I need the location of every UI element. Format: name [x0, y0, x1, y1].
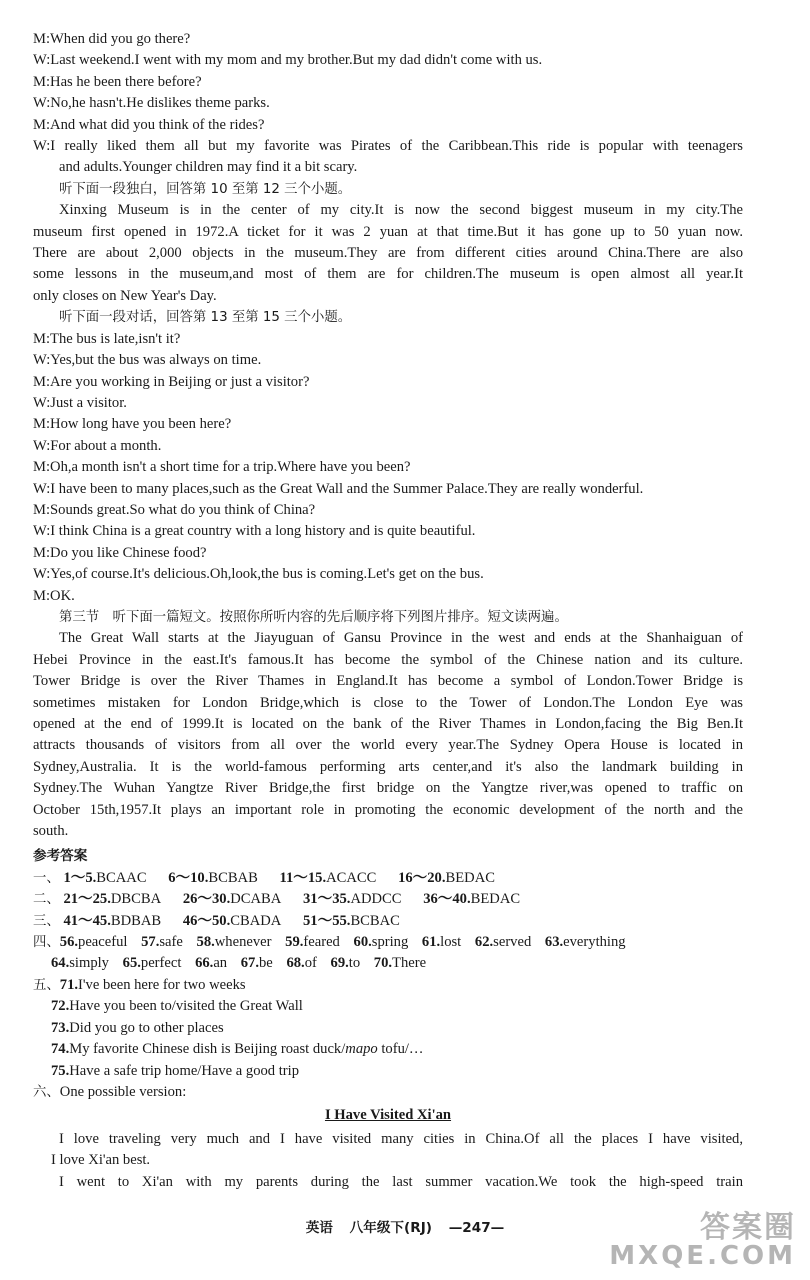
dialog-line: W:I really liked them all but my favorite was Pirates of the Caribbean.This ride is popular with teenagers: [33, 138, 743, 155]
dialog-line: W:Last weekend.I went with my mom and my brother.But my dad didn't come with us.: [33, 52, 543, 69]
answer-row-part5: [33, 975, 743, 996]
answer-num: 72.: [51, 998, 70, 1015]
answer-group: [183, 911, 282, 932]
answer-value: BEDAC: [445, 869, 495, 886]
answer-value: CBADA: [230, 912, 282, 929]
dialog-line: W:Just a visitor.: [33, 394, 127, 411]
monologue-line: only closes on New Year's Day.: [33, 287, 217, 304]
dialog-line: M:Oh,a month isn't a short time for a trip.Where have you been?: [33, 459, 411, 476]
watermark-top: 答案圈: [700, 1210, 796, 1245]
part6-label: One possible version:: [59, 1083, 187, 1100]
answer-value: I've been here for two weeks: [78, 976, 246, 993]
dialog-line: M:Sounds great.So what do you think of China?: [33, 501, 316, 518]
page-content: [33, 29, 743, 1193]
passage-line: Sydney,Australia. It is the world-famous performing arts center,and it's also the landmark building in: [33, 758, 743, 775]
monologue-instruction: 听下面一段独白，回答第 10 至第 12 三个小题。: [59, 181, 352, 197]
footer-subject: 英语: [305, 1220, 333, 1236]
answer-num: 51～55.: [303, 912, 351, 929]
answer-num: 71.: [59, 976, 79, 993]
passage-line: sometimes mistaken for London Bridge,which is close to the Tower of London.The London Eye was: [33, 694, 743, 711]
answer-num: 21～25.: [63, 891, 111, 908]
answer-row-part4-cont: [33, 953, 743, 974]
answer-row-part3: [33, 911, 743, 932]
dialog-line: M:The bus is late,isn't it?: [33, 330, 181, 347]
passage-line: Tower Bridge is over the River Thames in England.It has become a symbol of London.Tower Bridge is: [33, 673, 743, 690]
answer-num: 46～50.: [182, 912, 231, 929]
answer-row-part5: [33, 1039, 743, 1060]
answer-value: My favorite Chinese dish is Beijing roast duck/: [69, 1041, 346, 1058]
essay-line: I love Xi'an best.: [51, 1152, 151, 1169]
dialog-line: W:I think China is a great country with a long history and is quite beautiful.: [33, 523, 476, 540]
answer-item: 67.be: [240, 955, 273, 972]
watermark-logo: [609, 1210, 796, 1271]
essay-line: I love traveling very much and I have visited many cities in China.Of all the places I have visited,: [59, 1130, 743, 1147]
essay-title: I Have Visited Xi'an: [324, 1107, 452, 1124]
answer-num: 16～20.: [398, 869, 446, 886]
dialog-2: [33, 329, 743, 607]
monologue-line: some lessons in the museum,and most of them are for children.The museum is open almost all year.It: [33, 266, 743, 283]
monologue-paragraph: [33, 200, 743, 307]
answer-num: 41～45.: [63, 912, 111, 929]
part-prefix: 四、: [33, 935, 60, 951]
answer-item: 65.perfect: [122, 955, 182, 972]
answer-value: Have you been to/visited the Great Wall: [69, 998, 303, 1015]
answer-value: Have a safe trip home/Have a good trip: [69, 1062, 300, 1079]
watermark-bottom: MXQE.COM: [609, 1241, 796, 1271]
answer-value: BEDAC: [470, 891, 521, 908]
passage-line: south.: [33, 823, 69, 840]
dialog-2-instruction: 听下面一段对话，回答第 13 至第 15 三个小题。: [59, 310, 352, 326]
dialog-line: M:Are you working in Beijing or just a visitor?: [33, 373, 310, 390]
answer-num: 36～40.: [423, 891, 471, 908]
answer-num: 31～35.: [303, 891, 351, 908]
answer-group: [303, 889, 402, 910]
part-prefix: 三、: [33, 913, 60, 929]
answer-value: DBCBA: [110, 891, 162, 908]
answer-value: BDBAB: [110, 912, 162, 929]
answer-row-part5: [33, 1018, 743, 1039]
answer-item: 57.safe: [141, 934, 183, 951]
footer-grade: 八年级下(RJ): [349, 1220, 432, 1236]
dialog-line: W:Yes,of course.It's delicious.Oh,look,the bus is coming.Let's get on the bus.: [33, 566, 484, 583]
answer-item: 61.lost: [421, 934, 462, 951]
answer-group: [168, 868, 258, 889]
dialog-line: and adults.Younger children may find it a bit scary.: [59, 159, 358, 176]
dialog-line: M:Do you like Chinese food?: [33, 544, 207, 561]
answer-group: [63, 889, 161, 910]
answer-tail: tofu/…: [377, 1041, 424, 1058]
answer-row-part5: [33, 1061, 743, 1082]
footer-page-number: —247—: [448, 1220, 505, 1236]
answer-group: [63, 868, 146, 889]
passage-line: October 15th,1957.It plays an important role in promoting the economic development of the north and the: [33, 801, 743, 818]
answer-item: 56.peaceful: [59, 934, 128, 951]
answer-num: 11～15.: [279, 869, 327, 886]
answer-value: ADDCC: [350, 891, 402, 908]
part-prefix: 一、: [33, 870, 60, 886]
answers-header: 参考答案: [33, 848, 88, 865]
answer-item: 63.everything: [544, 934, 626, 951]
answer-num: 75.: [51, 1062, 70, 1079]
passage-line: attracts thousands of visitors from all over the world every year.The Sydney Opera House is located in: [33, 737, 743, 754]
answer-value: ACACC: [326, 869, 377, 886]
essay-body: [33, 1129, 743, 1193]
answer-item: 69.to: [330, 955, 361, 972]
answer-item: 58.whenever: [196, 934, 272, 951]
answer-row-part4: [33, 932, 743, 953]
dialog-line: M:And what did you think of the rides?: [33, 116, 265, 133]
monologue-line: museum first opened in 1972.A ticket for it was 2 yuan at that time.But it has gone up to 50 yuan now.: [33, 223, 743, 240]
answer-item: 70.There: [373, 955, 427, 972]
answer-italic: mapo: [345, 1041, 378, 1058]
answer-value: Did you go to other places: [69, 1019, 224, 1036]
answer-value: BCAAC: [96, 869, 147, 886]
answer-group: [280, 868, 377, 889]
answer-num: 73.: [51, 1019, 70, 1036]
dialog-line: M:Has he been there before?: [33, 73, 202, 90]
passage-line: The Great Wall starts at the Jiayuguan of Gansu Province in the west and ends at the Shanhaiguan of: [59, 630, 743, 647]
answer-item: 60.spring: [353, 934, 409, 951]
answer-num: 6～10.: [168, 869, 209, 886]
answer-num: 26～30.: [182, 891, 231, 908]
answer-value: BCBAC: [350, 912, 400, 929]
dialog-line: W:I have been to many places,such as the Great Wall and the Summer Palace.They are really wonderful.: [33, 480, 644, 497]
answer-row-part2: [33, 889, 743, 910]
dialog-line: W:For about a month.: [33, 437, 162, 454]
monologue-line: There are about 2,000 objects in the museum.They are from different cities around China.There are also: [33, 245, 743, 262]
part-prefix: 六、: [33, 1084, 60, 1100]
dialog-line: W:Yes,but the bus was always on time.: [33, 352, 262, 369]
dialog-1: [33, 29, 743, 179]
answer-group: [63, 911, 161, 932]
answer-item: 64.simply: [51, 955, 109, 972]
answer-row-part5: [33, 996, 743, 1017]
answer-group: [183, 889, 282, 910]
dialog-line: W:No,he hasn't.He dislikes theme parks.: [33, 95, 270, 112]
answer-group: [423, 889, 520, 910]
answer-row-part6: [33, 1082, 743, 1103]
essay-line: I went to Xi'an with my parents during the last summer vacation.We took the high-speed train: [59, 1173, 743, 1190]
passage-line: opened at the end of 1999.It is located on the bank of the River Thames in London,facing the Big Ben.It: [33, 716, 743, 732]
passage-line: Hebei Province in the east.It's famous.It has become the symbol of the Chinese nation and its culture.: [33, 651, 743, 668]
part-prefix: 二、: [33, 892, 60, 908]
answer-num: 74.: [51, 1041, 70, 1058]
passage-line: Sydney.The Wuhan Yangtze River Bridge,the first bridge on the Yangtze river,was opened to traffic on: [33, 780, 743, 797]
answer-item: 68.of: [286, 955, 317, 972]
monologue-line: Xinxing Museum is in the center of my city.It is now the second biggest museum in my city.The: [59, 202, 743, 219]
answer-group: [398, 868, 495, 889]
dialog-line: M:How long have you been here?: [33, 416, 232, 433]
answer-group: [303, 911, 400, 932]
passage-paragraph: [33, 628, 743, 842]
part-prefix: 五、: [33, 977, 60, 993]
answer-value: DCABA: [230, 891, 282, 908]
dialog-line: M:OK.: [33, 587, 75, 604]
answer-value: BCBAB: [208, 869, 258, 886]
answer-item: 59.feared: [285, 934, 340, 951]
section-3-instruction: 第三节 听下面一篇短文。按照你所听内容的先后顺序将下列图片排序。短文读两遍。: [59, 609, 568, 625]
answer-row-part1: [33, 868, 743, 889]
answer-item: 62.served: [474, 934, 532, 951]
answer-item: 66.an: [195, 955, 228, 972]
dialog-line: M:When did you go there?: [33, 31, 191, 47]
answer-num: 1～5.: [63, 869, 97, 886]
